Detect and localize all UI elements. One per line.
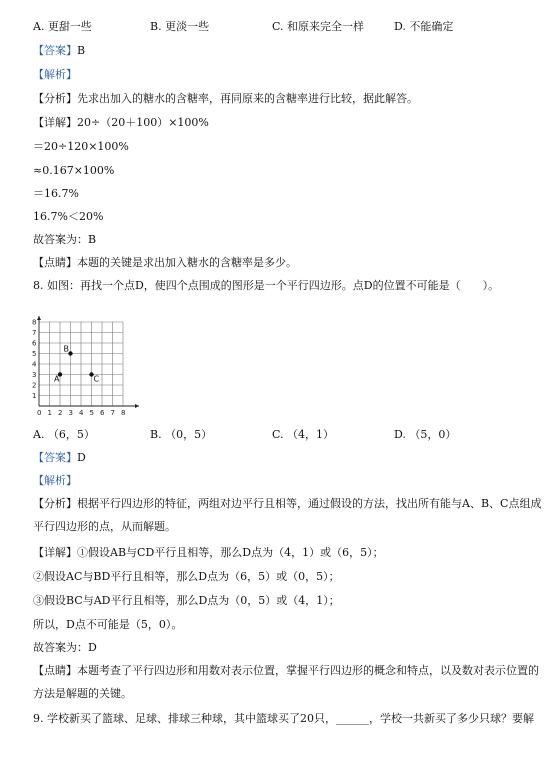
q8-question: 8. 如图：再找一个点D，使四个点围成的图形是一个平行四边形。点D的位置不可能是（ ）。 xyxy=(33,279,500,292)
q8-answer: D xyxy=(77,451,86,464)
q8-dianjing-text-1: 本题考查了平行四边形和用数对表示位置，掌握平行四边形的概念和特点，以及数对表示位置的 xyxy=(77,664,539,677)
x-tick-label: 7 xyxy=(110,409,115,417)
q8-dianjing-text-2: 方法是解题的关键。 xyxy=(33,687,132,700)
point-label-b: B xyxy=(63,344,69,354)
q8-analysis-tag: 【解析】 xyxy=(33,474,77,487)
xiangjie-tag: 【详解】 xyxy=(33,116,77,129)
q7-step-2: ＝20÷120×100% xyxy=(33,140,129,153)
x-tick-label: 1 xyxy=(47,409,52,417)
x-tick-label: 6 xyxy=(100,409,105,417)
q7-dianjing-text: 本题的关键是求出加入糖水的含糖率是多少。 xyxy=(77,256,297,269)
q7-step-5: 16.7%＜20% xyxy=(33,210,104,223)
q7-option-b: B. 更淡一些 xyxy=(150,20,210,33)
q7-answer-line xyxy=(33,44,85,58)
coordinate-grid-figure xyxy=(30,308,150,420)
q8-fenxi-line xyxy=(33,497,541,511)
fenxi-tag: 【分析】 xyxy=(33,92,77,105)
q9-question: 9. 学校新买了篮球、足球、排球三种球，其中篮球买了20只，______，学校一共新买了多少只球？要解 xyxy=(33,712,534,725)
x-tick-label: 4 xyxy=(79,409,84,417)
q8-xiangjie-2: ②假设AC与BD平行且相等，那么D点为（6，5）或（0，5）； xyxy=(33,570,340,583)
q8-conclusion: 故答案为：D xyxy=(33,641,97,654)
y-tick-label: 6 xyxy=(32,339,37,348)
y-tick-label: 2 xyxy=(32,381,37,390)
q8-xiangjie-3: ③假设BC与AD平行且相等，那么D点为（0，5）或（4，1）； xyxy=(33,594,340,607)
q8-fenxi-text-1: 根据平行四边形的特征，两组对边平行且相等，通过假设的方法，找出所有能与A、B、C点组成 xyxy=(77,497,542,510)
q8-xiangjie-4: 所以，D点不可能是（5，0）。 xyxy=(33,618,183,631)
q8-option-d: D. （5，0） xyxy=(394,428,457,441)
q8-option-c: C. （4，1） xyxy=(272,428,335,441)
q7-answer: B xyxy=(77,44,86,57)
q8-option-a: A. （6，5） xyxy=(33,428,95,441)
x-tick-label: 0 xyxy=(37,409,42,417)
q8-dianjing-line xyxy=(33,664,539,678)
q8-fenxi-text-2: 平行四边形的点，从而解题。 xyxy=(33,520,176,533)
y-tick-label: 4 xyxy=(32,360,37,369)
axes xyxy=(37,316,139,408)
q7-step-4: ＝16.7% xyxy=(33,187,79,200)
q7-option-d: D. 不能确定 xyxy=(394,20,454,33)
y-tick-label: 1 xyxy=(32,392,37,400)
y-axis-arrow xyxy=(37,316,41,320)
q7-conclusion: 故答案为：B xyxy=(33,233,97,246)
q8-option-b: B. （0，5） xyxy=(150,428,213,441)
q7-fenxi-text: 先求出加入的糖水的含糖率，再同原来的含糖率进行比较，据此解答。 xyxy=(77,92,418,105)
x-tick-label: 2 xyxy=(58,409,63,417)
point-label-a: A xyxy=(54,374,60,384)
y-tick-label: 5 xyxy=(32,350,37,358)
y-tick-label: 3 xyxy=(32,371,37,379)
q7-option-a: A. 更甜一些 xyxy=(33,20,92,33)
x-tick-label: 3 xyxy=(68,409,73,417)
fenxi-tag: 【分析】 xyxy=(33,497,77,510)
q7-step-3: ≈0.167×100% xyxy=(33,164,115,177)
grid-lines xyxy=(39,322,123,406)
x-tick-label: 8 xyxy=(121,409,126,417)
tick-labels xyxy=(32,319,125,418)
q8-xiangjie-1: ①假设AB与CD平行且相等，那么D点为（4，1）或（6，5）； xyxy=(77,546,384,559)
q7-xiangjie-line xyxy=(33,116,209,130)
q7-fenxi-line xyxy=(33,92,418,106)
q8-answer-line xyxy=(33,451,86,465)
q7-option-c: C. 和原来完全一样 xyxy=(272,20,365,33)
dianjing-tag: 【点睛】 xyxy=(33,256,77,269)
x-tick-label: 5 xyxy=(89,409,94,417)
answer-tag: 【答案】 xyxy=(33,44,77,57)
y-tick-label: 8 xyxy=(32,318,37,327)
x-axis-arrow xyxy=(135,404,139,408)
q7-analysis-tag: 【解析】 xyxy=(33,68,77,81)
answer-tag: 【答案】 xyxy=(33,451,77,464)
xiangjie-tag: 【详解】 xyxy=(33,546,77,559)
dianjing-tag: 【点睛】 xyxy=(33,664,77,677)
q8-xiangjie-line xyxy=(33,546,384,560)
q7-step-1: 20÷（20＋100）×100% xyxy=(77,116,209,129)
y-tick-label: 7 xyxy=(32,329,37,337)
point-label-c: C xyxy=(93,374,100,384)
q7-dianjing-line xyxy=(33,256,297,270)
